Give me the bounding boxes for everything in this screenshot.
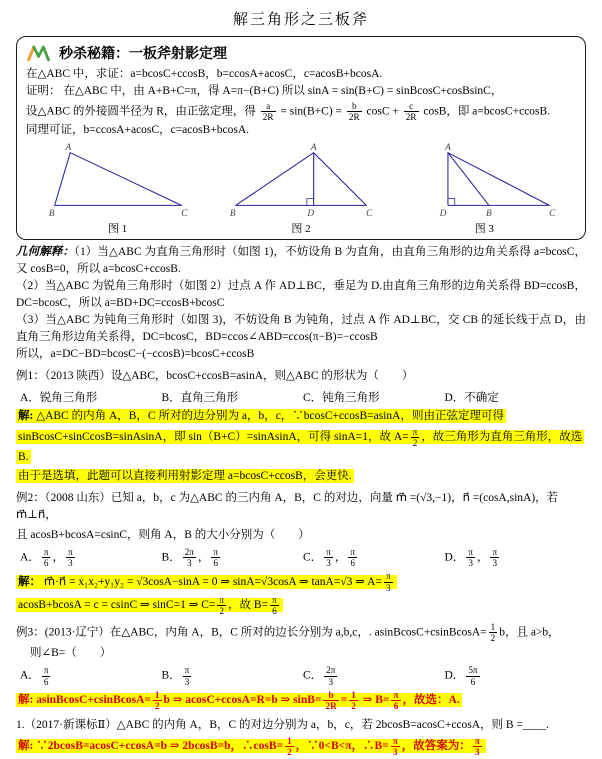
vertex-label-b: B — [229, 209, 236, 220]
example-1-option-b: B．直角三角形 — [161, 391, 239, 404]
solution-label: 解: — [18, 694, 34, 707]
example-2-solution-line-2 — [16, 595, 586, 617]
figure-2 — [226, 141, 376, 236]
example-3-option-c: C． $\frac{2\pi}{3}$ — [303, 665, 336, 687]
solution-text: △ABC 的内角 A，B，C 所对的边分别为 a，b，c，∵bcosC+ccosB=asinA，则由正弦定理可得 — [36, 409, 504, 422]
triangle-outline — [448, 153, 549, 206]
vertex-label-c: C — [180, 209, 188, 220]
geo-case-1 — [16, 244, 586, 278]
geo-conclusion: 所以，a=DC−BD=bcosC−(−ccosB)=bcosC+ccosB — [16, 348, 255, 361]
example-1-option-c: C．钝角三角形 — [303, 391, 380, 404]
example-3-question-line-1: 例3：(2013·辽宁）在△ABC，内角 A，B，C 所对的边长分别为 a,b,c，. asinBcosC+csinBcosA= $\frac{1}{2}$ b，且 a>b， — [16, 621, 560, 643]
geo-case-1-text: （1）当△ABC 为直角三角形时（如图 1)，不妨设角 B 为直角，由直角三角形的边角关系得 a=bcosC，又 cosB=0，所以 a=bcosC+ccosB. — [16, 246, 586, 276]
example-2-question-line-1: 例2：（2008 山东）已知 a，b，c 为△ABC 的三内角 A，B，C 的对边，向量 m⃗ =(√3,−1)，n⃗ =(cosA,sinA)，若 m⃗⊥n⃗， — [16, 492, 559, 522]
example-2 — [16, 490, 586, 617]
example-1-option-d: D．不确定 — [444, 391, 499, 404]
vertex-label-d: D — [307, 209, 315, 220]
problem-1-2017 — [16, 717, 586, 758]
vertex-label-a: A — [310, 143, 317, 154]
secret-technique-box — [16, 36, 586, 240]
example-3-option-d: D． $\frac{5\pi}{6}$ — [444, 665, 478, 687]
vertex-label-d: D — [440, 209, 447, 220]
figure-3-caption: 图 3 — [474, 223, 494, 236]
figure-1-caption: 图 1 — [108, 223, 128, 236]
right-triangle-figure — [43, 141, 193, 219]
example-1-solution-line-1 — [16, 408, 586, 425]
example-3-solution — [16, 690, 586, 712]
solution-label: 解: — [18, 740, 34, 753]
brand-logo-icon — [26, 43, 52, 63]
figure-2-caption: 图 2 — [291, 223, 311, 236]
example-2-option-b: B． $\frac{2\pi}{3}$ ， $\frac{\pi}{6}$ — [161, 546, 219, 569]
example-1 — [16, 368, 586, 485]
figures-row — [26, 141, 576, 236]
problem-1-question: 1.（2017·新课标Ⅱ）△ABC 的内角 A，B，C 的对边分别为 a，b，c，若 2bcosB=acosC+ccosA，则 B =____. — [16, 718, 549, 731]
example-3-options — [16, 665, 586, 687]
geo-heading: 几何解释： — [16, 246, 75, 259]
example-1-solution-line-2 — [16, 427, 586, 466]
proof-claim: 在△ABC 中，求证：a=bcosC+ccosB，b=ccosA+acosC，c=acosB+bcosA. — [26, 68, 383, 80]
example-3-option-a: A． $\frac{\pi}{6}$ — [20, 665, 49, 687]
proof-step-1: 证明： 在△ABC 中，由 A+B+C=π，得 A=π−(B+C) 所以 sinA = sin(B+C) = sinBcosC+cosBsinC， — [26, 85, 503, 98]
vertex-label-a: A — [65, 143, 71, 154]
geo-case-2: （2）当△ABC 为锐角三角形时（如图 2）过点 A 作 AD⊥BC，垂足为 D.由直角三角形的边角关系得 BD=ccosB，DC=bcosC，所以 a=BD+DC=ccosB+bcosC — [16, 280, 586, 310]
triangle-outline — [236, 153, 367, 206]
example-1-options — [16, 389, 586, 405]
geometric-explanation — [16, 244, 586, 363]
example-2-question-line-2: 且 acosB+bcosA=csinC，则角 A，B 的大小分别为（ ） — [16, 528, 310, 541]
geo-case-3: （3）当△ABC 为钝角三角形时（如图 3)，不妨设角 B 为钝角，过点 A 作 AD⊥BC，交 CB 的延长线于点 D，由直角三角形边角关系得，DC=bcosC，BD=ccos∠ABD=ccos(π−B)=−ccosB — [16, 314, 586, 344]
acute-triangle-figure — [226, 141, 376, 219]
vertex-label-c: C — [549, 209, 556, 220]
example-2-solution-line-1 — [16, 571, 586, 593]
example-2-options — [16, 547, 586, 569]
solution-text: sinBcosC+sinCcosB=sinAsinA，即 sin（B+C）=sinAsinA，可得 sinA=1，故 A= $\frac{\pi}{2}$ ，故三角形为直角三角形，故选 B. — [18, 426, 583, 463]
proof-step-3: 同理可证，b=ccosA+acosC，c=acosB+bcosA. — [26, 124, 250, 137]
example-1-option-a: A．锐角三角形 — [20, 391, 98, 404]
solution-text: asinBcosC+csinBcosA= $\frac{1}{2}$ b ⇒ acosC+ccosA=R=b ⇒ sinB= $\frac{b}{2R}$ = $\frac{1}{2}$ ⇒ B= $\frac{\pi}{6}$ ，故选：A. — [36, 690, 460, 712]
proof-step-2: 设△ABC 的外接圆半径为 R，由正弦定理，得 $\frac{a}{2R}$ = sin(B+C) = $\frac{b}{2R}$ cosC + $\frac{c}{2R}$ cosB，即 a=bcosC+ccosB. — [26, 100, 551, 122]
solution-text: ∵2bcosB=acosC+ccosA=b ⇒ 2bcosB=b，∴cosB= $\frac{1}{2}$ ，∵0<B<π，∴B= $\frac{\pi}{3}$ ，故答案为： $\frac{\pi}{3}$ — [36, 735, 480, 758]
vertex-label-a: A — [445, 143, 452, 154]
solution-label: 解: — [18, 409, 34, 422]
triangle-outline — [54, 153, 181, 206]
solution-text: acosB+bcosA = c = csinC ⇒ sinC=1 ⇒ C= $\frac{\pi}{2}$ ，故 B= $\frac{\pi}{6}$ — [16, 598, 283, 612]
obtuse-triangle-figure — [409, 141, 559, 219]
box-header — [26, 43, 576, 63]
page-title: 解三角形之三板斧 — [232, 12, 369, 28]
example-3-option-b: B． $\frac{\pi}{3}$ — [161, 665, 190, 687]
example-3-question-line-2: 则∠B=（ ） — [30, 647, 112, 660]
example-2-option-d: D． $\frac{\pi}{3}$ ， $\frac{\pi}{3}$ — [444, 546, 498, 569]
figure-3 — [409, 141, 559, 236]
vertex-label-b: B — [48, 209, 55, 220]
problem-1-solution — [16, 736, 586, 758]
figure-1 — [43, 141, 193, 236]
solution-text: 由于是选填，此题可以直接利用射影定理 a=bcosC+ccosB，会更快. — [18, 469, 352, 482]
example-3 — [16, 622, 586, 712]
example-2-option-c: C． $\frac{\pi}{3}$ ， $\frac{\pi}{6}$ — [303, 546, 355, 569]
solution-label: 解： — [18, 575, 41, 588]
vertex-label-c: C — [366, 209, 373, 220]
box-heading: 秒杀秘籍：一板斧射影定理 — [59, 47, 227, 62]
vertex-label-b: B — [486, 209, 493, 220]
example-1-solution-line-3 — [16, 468, 586, 485]
solution-text: m⃗·n⃗ = x₁x₂+y₁y₂ = √3cosA−sinA = 0 ⇒ sinA=√3cosA ⇒ tanA=√3 ⇒ A= $\frac{\pi}{3}$ — [43, 571, 391, 593]
example-2-option-a: A． $\frac{\pi}{6}$ ， $\frac{\pi}{3}$ — [20, 546, 73, 569]
example-1-question: 例1：（2013 陕西）设△ABC，bcosC+ccosB=asinA，则△ABC 的形状为（ ） — [16, 370, 414, 383]
